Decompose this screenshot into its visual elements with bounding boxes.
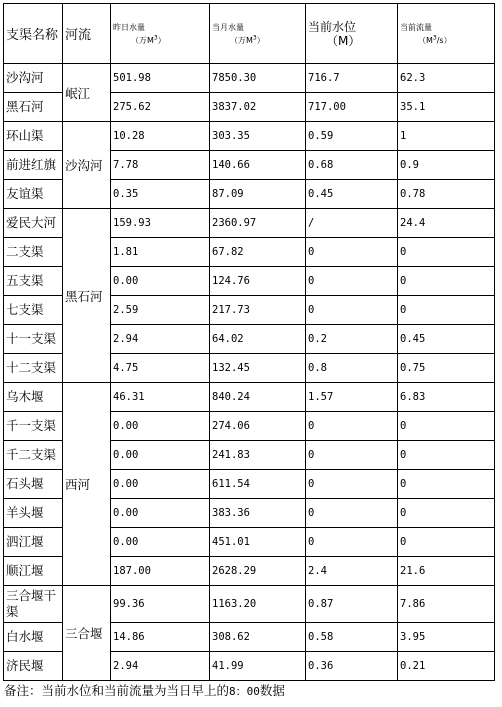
yesterday-volume: 2.59 <box>111 296 210 325</box>
canal-name: 顺江堰 <box>4 557 63 586</box>
current-flow: 0 <box>398 499 495 528</box>
current-flow: 0.78 <box>398 180 495 209</box>
yesterday-volume: 10.28 <box>111 122 210 151</box>
canal-name: 乌木堰 <box>4 383 63 412</box>
current-level: 0 <box>306 528 398 557</box>
month-volume: 1163.20 <box>210 586 306 623</box>
yesterday-volume: 159.93 <box>111 209 210 238</box>
current-flow: 0 <box>398 528 495 557</box>
month-volume: 217.73 <box>210 296 306 325</box>
current-level: 1.57 <box>306 383 398 412</box>
yesterday-volume: 7.78 <box>111 151 210 180</box>
header-row <box>4 4 495 64</box>
current-flow: 21.6 <box>398 557 495 586</box>
current-level: 0.2 <box>306 325 398 354</box>
month-volume: 308.62 <box>210 623 306 652</box>
table-body <box>4 64 495 681</box>
yesterday-volume: 0.35 <box>111 180 210 209</box>
header-current-level: 当前水位 （M） <box>306 4 398 64</box>
yesterday-volume: 0.00 <box>111 267 210 296</box>
current-level: 0 <box>306 499 398 528</box>
canal-name: 前进红旗 <box>4 151 63 180</box>
current-flow: 0 <box>398 267 495 296</box>
current-flow: 24.4 <box>398 209 495 238</box>
current-flow: 0 <box>398 412 495 441</box>
month-volume: 303.35 <box>210 122 306 151</box>
month-volume: 67.82 <box>210 238 306 267</box>
canal-name: 三合堰干渠 <box>4 586 63 623</box>
footnote: 备注：当前水位和当前流量为当日早上的8：00数据 <box>4 683 285 698</box>
current-flow: 62.3 <box>398 64 495 93</box>
month-volume: 124.76 <box>210 267 306 296</box>
current-level: 0.68 <box>306 151 398 180</box>
river-group-sanheyan: 三合堰 <box>63 586 111 681</box>
month-volume: 7850.30 <box>210 64 306 93</box>
river-group-minjiang: 岷江 <box>63 64 111 122</box>
month-volume: 611.54 <box>210 470 306 499</box>
river-group-heishihe: 黑石河 <box>63 209 111 383</box>
table-row <box>4 209 495 238</box>
table-row <box>4 122 495 151</box>
current-flow: 0 <box>398 441 495 470</box>
current-level: 2.4 <box>306 557 398 586</box>
canal-name: 羊头堰 <box>4 499 63 528</box>
canal-name: 七支渠 <box>4 296 63 325</box>
current-level: 0.59 <box>306 122 398 151</box>
month-volume: 132.45 <box>210 354 306 383</box>
canal-name: 环山渠 <box>4 122 63 151</box>
yesterday-volume: 0.00 <box>111 528 210 557</box>
current-flow: 0 <box>398 238 495 267</box>
yesterday-volume: 0.00 <box>111 499 210 528</box>
river-group-xihe: 西河 <box>63 383 111 586</box>
month-volume: 241.83 <box>210 441 306 470</box>
canal-name: 十二支渠 <box>4 354 63 383</box>
yesterday-volume: 501.98 <box>111 64 210 93</box>
month-volume: 451.01 <box>210 528 306 557</box>
month-volume: 64.02 <box>210 325 306 354</box>
current-level: 0 <box>306 238 398 267</box>
current-flow: 7.86 <box>398 586 495 623</box>
current-flow: 1 <box>398 122 495 151</box>
yesterday-volume: 99.36 <box>111 586 210 623</box>
header-month-volume: 当月水量 （万$M^3$） <box>210 4 306 64</box>
yesterday-volume: 275.62 <box>111 93 210 122</box>
table-row <box>4 586 495 623</box>
current-flow: 0.45 <box>398 325 495 354</box>
current-level: 0.8 <box>306 354 398 383</box>
canal-name: 石头堰 <box>4 470 63 499</box>
canal-name: 黑石河 <box>4 93 63 122</box>
month-volume: 274.06 <box>210 412 306 441</box>
river-group-shagouhe: 沙沟河 <box>63 122 111 209</box>
canal-name: 爱民大河 <box>4 209 63 238</box>
current-level: 717.00 <box>306 93 398 122</box>
current-flow: 0 <box>398 296 495 325</box>
yesterday-volume: 14.86 <box>111 623 210 652</box>
yesterday-volume: 0.00 <box>111 412 210 441</box>
table-row <box>4 383 495 412</box>
current-flow: 0 <box>398 470 495 499</box>
header-current-flow: 当前流量 $(M^3/s)$ <box>398 4 495 64</box>
month-volume: 3837.02 <box>210 93 306 122</box>
month-volume: 840.24 <box>210 383 306 412</box>
yesterday-volume: 2.94 <box>111 325 210 354</box>
canal-name: 白水堰 <box>4 623 63 652</box>
current-flow: 3.95 <box>398 623 495 652</box>
canal-name: 二支渠 <box>4 238 63 267</box>
current-flow: 0.75 <box>398 354 495 383</box>
yesterday-volume: 0.00 <box>111 441 210 470</box>
current-level: 0.45 <box>306 180 398 209</box>
yesterday-volume: 187.00 <box>111 557 210 586</box>
current-flow: 0.9 <box>398 151 495 180</box>
month-volume: 41.99 <box>210 652 306 681</box>
month-volume: 383.36 <box>210 499 306 528</box>
month-volume: 2628.29 <box>210 557 306 586</box>
current-level: 0.36 <box>306 652 398 681</box>
canal-name: 五支渠 <box>4 267 63 296</box>
yesterday-volume: 4.75 <box>111 354 210 383</box>
current-level: 0.58 <box>306 623 398 652</box>
current-flow: 6.83 <box>398 383 495 412</box>
yesterday-volume: 1.81 <box>111 238 210 267</box>
canal-name: 千一支渠 <box>4 412 63 441</box>
current-level: 716.7 <box>306 64 398 93</box>
current-level: 0 <box>306 267 398 296</box>
current-flow: 35.1 <box>398 93 495 122</box>
current-level: 0 <box>306 412 398 441</box>
current-level: 0 <box>306 441 398 470</box>
current-flow: 0.21 <box>398 652 495 681</box>
yesterday-volume: 2.94 <box>111 652 210 681</box>
current-level: 0 <box>306 296 398 325</box>
canal-name: 友谊渠 <box>4 180 63 209</box>
month-volume: 2360.97 <box>210 209 306 238</box>
canal-name: 十一支渠 <box>4 325 63 354</box>
header-canal-name: 支渠名称 <box>4 4 63 64</box>
month-volume: 140.66 <box>210 151 306 180</box>
yesterday-volume: 46.31 <box>111 383 210 412</box>
header-yesterday-volume: 昨日水量 （万$M^3$） <box>111 4 210 64</box>
canal-name: 沙沟河 <box>4 64 63 93</box>
canal-name: 千二支渠 <box>4 441 63 470</box>
current-level: 0 <box>306 470 398 499</box>
water-volume-table <box>3 3 495 681</box>
current-level: / <box>306 209 398 238</box>
table-row <box>4 64 495 93</box>
header-river: 河流 <box>63 4 111 64</box>
month-volume: 87.09 <box>210 180 306 209</box>
yesterday-volume: 0.00 <box>111 470 210 499</box>
canal-name: 泗江堰 <box>4 528 63 557</box>
canal-name: 济民堰 <box>4 652 63 681</box>
current-level: 0.87 <box>306 586 398 623</box>
